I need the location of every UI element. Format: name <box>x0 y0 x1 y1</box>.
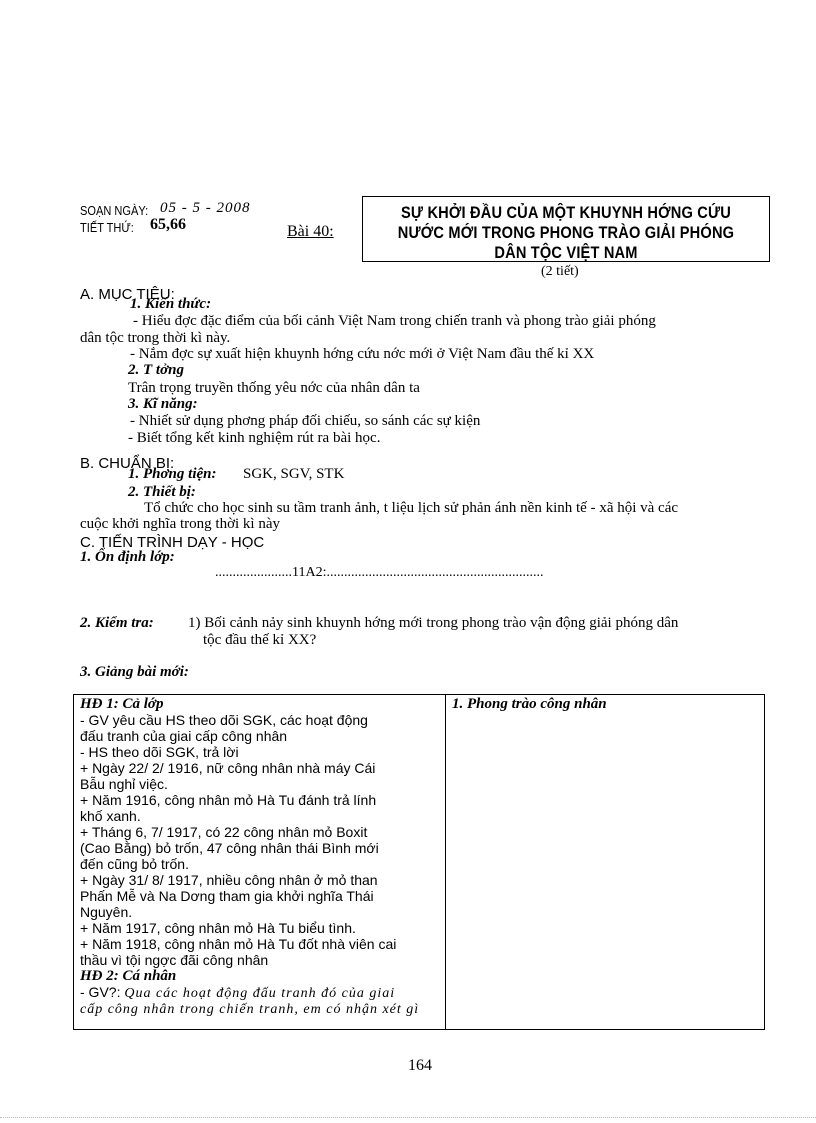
activity-line: + Năm 1917, công nhân mỏ Hà Tu biểu tình. <box>80 920 356 936</box>
soan-ngay-label: SOẠN NGÀY: <box>80 203 149 218</box>
hd1-heading: HĐ 1: Cả lớp <box>80 696 164 712</box>
activity-line: - HS theo dõi SGK, trả lời <box>80 744 239 760</box>
section-b1-heading: 1. Phơng tiện: <box>128 466 217 482</box>
gv-question-line1: Qua các hoạt động đấu tranh đó của giai <box>124 986 396 1001</box>
page-number: 164 <box>408 1057 432 1074</box>
activity-line: + Năm 1916, công nhân mỏ Hà Tu đánh trả lính <box>80 792 377 808</box>
activity-line: Phấn Mễ và Na Dơng tham gia khởi nghĩa Thái <box>80 888 374 904</box>
tiet-thu-value: 65,66 <box>150 216 186 233</box>
activity-line: Nguyên. <box>80 904 133 920</box>
gv-question <box>80 984 439 1002</box>
section-c2-heading: 2. Kiểm tra: <box>80 615 154 631</box>
activity-line: + Ngày 22/ 2/ 1916, nữ công nhân nhà máy Cái <box>80 760 376 776</box>
table-row <box>74 695 765 1030</box>
gv-prefix: - GV?: <box>80 984 121 1000</box>
section-a-heading: A. MỤC TIÊU: <box>80 286 175 303</box>
activity-line: khố xanh. <box>80 808 141 824</box>
lesson-title-box <box>362 196 770 262</box>
lesson-table <box>73 694 765 1030</box>
section-a3-heading: 3. Kĩ năng: <box>128 396 198 412</box>
section-a3-line2: - Biết tổng kết kinh nghiệm rút ra bài học. <box>128 430 381 446</box>
gv-question-line2: cấp công nhân trong chiến tranh, em có nhận xét gì <box>80 1002 420 1017</box>
activities-cell <box>74 695 446 1030</box>
section-a1-line2: dân tộc trong thời kì này. <box>80 330 231 346</box>
section-a3-line1: - Nhiết sử dụng phơng pháp đối chiếu, so sánh các sự kiện <box>130 413 481 429</box>
hd2-heading: HĐ 2: Cá nhân <box>80 968 177 984</box>
activity-line: + Tháng 6, 7/ 1917, có 22 công nhân mỏ Boxit <box>80 824 368 840</box>
activity-line: (Cao Bằng) bỏ trốn, 47 công nhân thái Bình mới <box>80 840 379 856</box>
section-c1-line: ......................11A2:.............................................................. <box>215 565 544 580</box>
section-a2-line1: Trân trọng truyền thống yêu nớc của nhân dân ta <box>128 380 420 396</box>
section-b2-heading: 2. Thiết bị: <box>128 484 196 500</box>
section-a2-heading: 2. T tởng <box>128 362 184 378</box>
soan-ngay-value: 05 - 5 - 2008 <box>160 200 251 216</box>
section-a1-line1: - Hiểu đợc đặc điểm của bối cảnh Việt Nam trong chiến tranh và phong trào giải phóng <box>133 313 656 329</box>
tiet-thu-label: TIẾT THỨ: <box>80 220 134 235</box>
activity-line: + Ngày 31/ 8/ 1917, nhiều công nhân ở mỏ than <box>80 872 378 888</box>
section-c1-heading: 1. Ổn định lớp: <box>80 549 175 565</box>
activity-line: + Năm 1918, công nhân mỏ Hà Tu đốt nhà viên cai <box>80 936 397 952</box>
section-c2-line2: tộc đầu thế kỉ XX? <box>203 632 317 648</box>
section-c2-line1: 1) Bối cảnh nảy sinh khuynh hớng mới trong phong trào vận động giải phóng dân <box>188 615 679 631</box>
section-b1-value: SGK, SGV, STK <box>243 466 345 482</box>
section-b2-line1: Tổ chức cho học sinh su tầm tranh ảnh, t liệu lịch sử phản ánh nền kinh tế - xã hội và các <box>144 500 679 516</box>
lesson-duration: (2 tiết) <box>541 264 579 279</box>
section-a1-line3: - Nắm đợc sự xuất hiện khuynh hớng cứu nớc mới ở Việt Nam đầu thế kỉ XX <box>130 346 595 362</box>
section-a1-heading: 1. Kiến thức: <box>130 296 212 312</box>
activity-line: đến cũng bỏ trốn. <box>80 856 189 872</box>
activity-line: - GV yêu cầu HS theo dõi SGK, các hoạt động <box>80 712 368 728</box>
activity-line: thầu vì tội ngợc đãi công nhân <box>80 952 269 968</box>
section-c-heading: C. TIẾN TRÌNH DẠY - HỌC <box>80 534 265 551</box>
section-b-heading: B. CHUẨN BỊ: <box>80 455 175 472</box>
content-cell <box>446 695 765 1030</box>
section-b2-line2: cuộc khởi nghĩa trong thời kì này <box>80 516 280 532</box>
content-heading: 1. Phong trào công nhân <box>452 696 607 712</box>
section-c3-heading: 3. Giảng bài mới: <box>80 664 189 680</box>
page-footer-divider <box>0 1117 816 1118</box>
lesson-number: Bài 40: <box>287 223 334 240</box>
activity-line: Bẫu nghỉ việc. <box>80 776 168 792</box>
lesson-title: SỰ KHỞI ĐẦU CỦA MỘT KHUYNH HỚNG CỨU NƯỚC MỚI TRONG PHONG TRÀO GIẢI PHÓNG DÂN TỘC VIỆT NAM <box>397 203 735 262</box>
activity-line: đấu tranh của giai cấp công nhân <box>80 728 288 744</box>
